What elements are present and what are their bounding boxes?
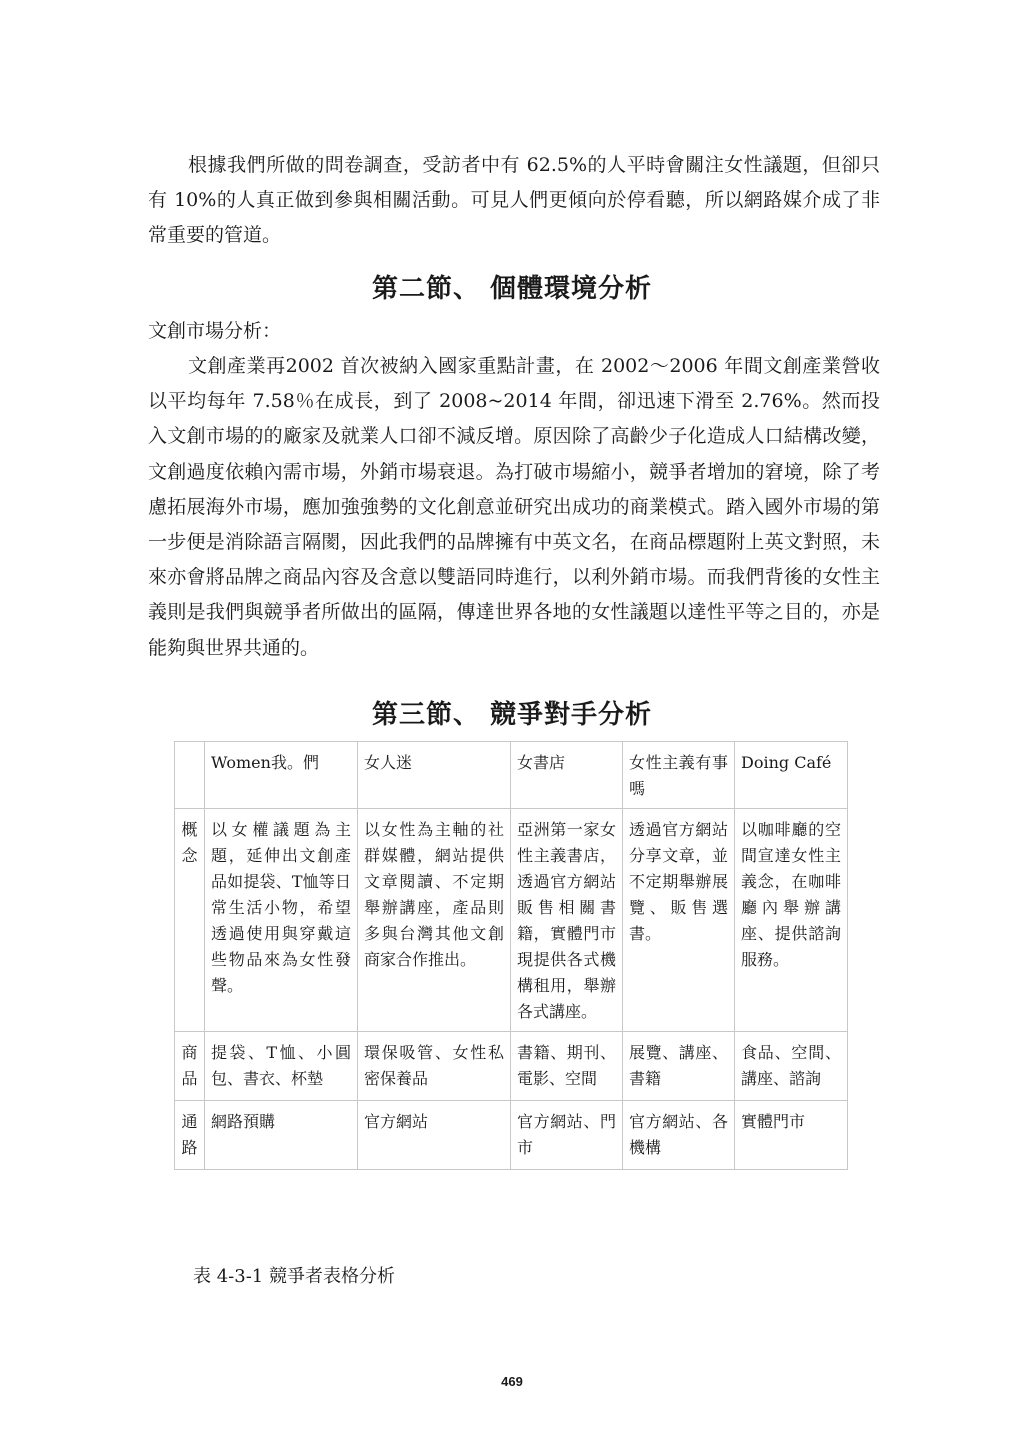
row-label: 概念 [175, 809, 205, 1032]
table-row [175, 1032, 848, 1101]
table-header-row [175, 742, 848, 809]
table-header-cell: 女人迷 [358, 742, 511, 809]
table-row [175, 809, 848, 1032]
table-cell: 官方網站、門市 [511, 1101, 623, 1170]
table-cell: 以女權議題為主題，延伸出文創產品如提袋、T恤等日常生活小物，希望透過使用與穿戴這些物品來為女性發聲。 [205, 809, 358, 1032]
row-label: 通路 [175, 1101, 205, 1170]
table-cell: 以咖啡廳的空間宣達女性主義念，在咖啡廳內舉辦講座、提供諮詢服務。 [735, 809, 848, 1032]
table-corner-cell [175, 742, 205, 809]
table-cell: 實體門市 [735, 1101, 848, 1170]
page-number: 469 [501, 1374, 523, 1389]
table-caption: 表 4-3-1 競爭者表格分析 [193, 1266, 395, 1287]
table-cell: 展覽、講座、書籍 [623, 1032, 735, 1101]
table-cell: 官方網站、各機構 [623, 1101, 735, 1170]
table-header-cell: Doing Café [735, 742, 848, 809]
intro-paragraph: 根據我們所做的問卷調查，受訪者中有 62.5%的人平時會關注女性議題，但卻只有 10%的人真正做到參與相關活動。可見人們更傾向於停看聽，所以網路媒介成了非常重要的管道。 [148, 154, 880, 247]
table-cell: 提袋、T恤、小圓包、書衣、杯墊 [205, 1032, 358, 1101]
table-row [175, 1101, 848, 1170]
table-cell: 亞洲第一家女性主義書店，透過官方網站販售相關書籍，實體門市現提供各式機構租用，舉辦各式講座。 [511, 809, 623, 1032]
section2-heading: 第二節、 個體環境分析 [371, 274, 653, 304]
row-label: 商品 [175, 1032, 205, 1101]
table-cell: 透過官方網站分享文章，並不定期舉辦展覽、販售選書。 [623, 809, 735, 1032]
table-cell: 網路預購 [205, 1101, 358, 1170]
table-cell: 書籍、期刊、電影、空間 [511, 1032, 623, 1101]
competitor-table [174, 741, 848, 1170]
section3-heading: 第三節、 競爭對手分析 [371, 700, 653, 730]
table-cell: 以女性為主軸的社群媒體，網站提供文章閱讀、不定期舉辦講座，產品則多與台灣其他文創商家合作推出。 [358, 809, 511, 1032]
table-header-cell: 女性主義有事嗎 [623, 742, 735, 809]
table-cell: 食品、空間、講座、諮詢 [735, 1032, 848, 1101]
table-cell: 官方網站 [358, 1101, 511, 1170]
table-header-cell: Women我。們 [205, 742, 358, 809]
table-cell: 環保吸管、女性私密保養品 [358, 1032, 511, 1101]
section2-label: 文創市場分析： [148, 320, 282, 342]
section2-paragraph: 文創產業再2002 首次被納入國家重點計畫，在 2002～2006 年間文創產業營收以平均每年 7.58％在成長，到了 2008~2014 年間，卻迅速下滑至 2.76%。然而投入文創市場的的廠家及就業人口卻不減反增。原因除了高齡少子化造成人口結構改變，文創過度依賴內需市場，外銷市場衰退。為打破市場縮小，競爭者增加的窘境，除了考慮拓展海外市場，應加強強勢的文化創意並研究出成功的商業模式。踏入國外市場的第一步便是消除語言隔閡，因此我們的品牌擁有中英文名，在商品標題附上英文對照，未來亦會將品牌之商品內容及含意以雙語同時進行，以利外銷市場。而我們背後的女性主義則是我們與競爭者所做出的區隔，傳達世界各地的女性議題以達性平等之目的，亦是能夠與世界共通的。 [148, 355, 880, 659]
table-header-cell: 女書店 [511, 742, 623, 809]
